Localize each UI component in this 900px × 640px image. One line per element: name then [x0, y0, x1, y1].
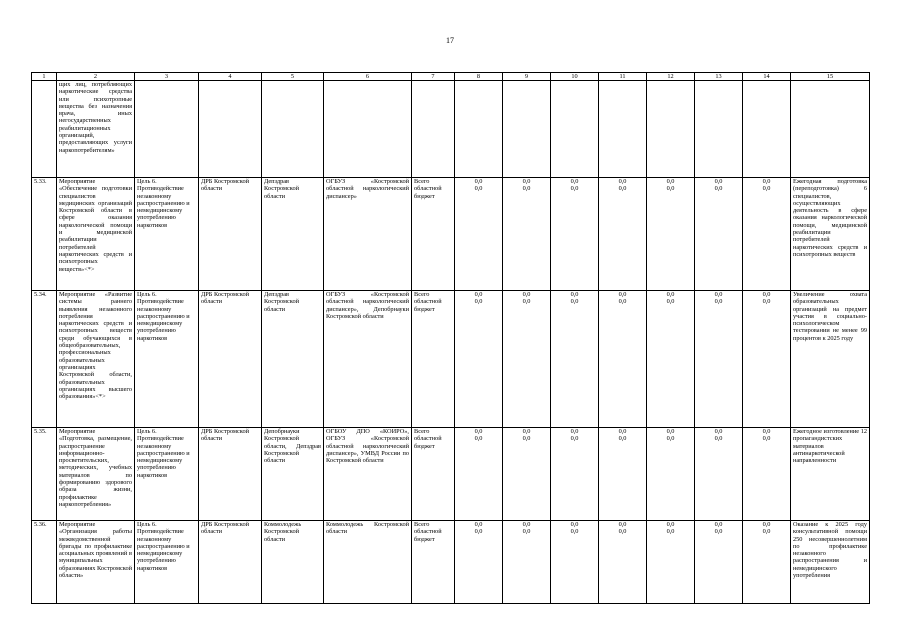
funding-amount-cell: 0,0 0,0: [551, 428, 599, 521]
responsible-executor-cell: Депздрав Костромской области: [262, 178, 324, 291]
page-number: 17: [446, 36, 454, 45]
funding-amount-cell: [503, 81, 551, 178]
column-number: 11: [599, 73, 647, 81]
column-number: 6: [324, 73, 412, 81]
goal-cell: Цель 6. Противодействие незаконному распространению и немедицинскому употреблению наркотиков: [135, 178, 199, 291]
funding-amount-cell: 0,0 0,0: [551, 521, 599, 604]
funding-amount-cell: 0,0 0,0: [695, 521, 743, 604]
participant-cell: Коммолодежь Костромской области: [324, 521, 412, 604]
table-row: [32, 178, 870, 291]
expected-result-cell: Увеличение охвата образовательных организаций на предмет участия в социально-психологическом тестировании не менее 99 процентов к 2025 году: [791, 291, 870, 428]
goal-cell: Цель 6. Противодействие незаконному распространению и немедицинскому употреблению наркотиков: [135, 291, 199, 428]
funding-amount-cell: 0,0 0,0: [503, 521, 551, 604]
column-number: 7: [412, 73, 455, 81]
column-number: 12: [647, 73, 695, 81]
funding-amount-cell: [647, 81, 695, 178]
measure-name-cell: Мероприятие «Обеспечение подготовки специалистов медицинских организаций Костромской области в сфере оказания наркологической помощи и медицинской реабилитации потребителей наркотических средств и психотропных веществ»<*>: [57, 178, 135, 291]
expected-result-cell: [791, 81, 870, 178]
column-number: 13: [695, 73, 743, 81]
funding-amount-cell: 0,0 0,0: [695, 291, 743, 428]
funding-source-cell: Всего областной бюджет: [412, 291, 455, 428]
column-number-row: [32, 73, 870, 81]
funding-amount-cell: 0,0 0,0: [647, 178, 695, 291]
participant-cell: ОГБУЗ «Костромской областной наркологический диспансер», Депобрнауки Костромской области: [324, 291, 412, 428]
expected-result-cell: Ежегодное изготовление 12 пропагандистских материалов антинаркотической направленности: [791, 428, 870, 521]
measure-name-cell: щих лиц, потребляющих наркотические средства или психотропные вещества без назначения врача, иных негосударственных реабилитационных организаций, предоставляющих услуги наркопотребителям»: [57, 81, 135, 178]
funding-amount-cell: 0,0 0,0: [599, 428, 647, 521]
funding-amount-cell: [455, 81, 503, 178]
funding-amount-cell: 0,0 0,0: [599, 291, 647, 428]
coordinator-cell: ДРБ Костромской области: [199, 178, 262, 291]
funding-amount-cell: 0,0 0,0: [599, 521, 647, 604]
measure-name-cell: Мероприятие «Подготовка, размещение, распространение информационно-просветительских, методических, учебных материалов по формированию здорового образа жизни, профилактике наркопотребления»: [57, 428, 135, 521]
funding-amount-cell: 0,0 0,0: [743, 291, 791, 428]
funding-source-cell: Всего областной бюджет: [412, 428, 455, 521]
responsible-executor-cell: Депздрав Костромской области: [262, 291, 324, 428]
funding-amount-cell: 0,0 0,0: [647, 291, 695, 428]
funding-source-cell: Всего областной бюджет: [412, 178, 455, 291]
funding-amount-cell: 0,0 0,0: [743, 428, 791, 521]
row-number: [32, 81, 57, 178]
column-number: 15: [791, 73, 870, 81]
funding-amount-cell: 0,0 0,0: [503, 428, 551, 521]
coordinator-cell: ДРБ Костромской области: [199, 521, 262, 604]
funding-amount-cell: 0,0 0,0: [743, 521, 791, 604]
row-number: 5.36.: [32, 521, 57, 604]
funding-amount-cell: [551, 81, 599, 178]
funding-amount-cell: 0,0 0,0: [647, 521, 695, 604]
column-number: 3: [135, 73, 199, 81]
goal-cell: [135, 81, 199, 178]
column-number: 8: [455, 73, 503, 81]
column-number: 5: [262, 73, 324, 81]
row-number: 5.34.: [32, 291, 57, 428]
coordinator-cell: ДРБ Костромской области: [199, 428, 262, 521]
funding-amount-cell: 0,0 0,0: [743, 178, 791, 291]
funding-amount-cell: 0,0 0,0: [695, 178, 743, 291]
funding-amount-cell: 0,0 0,0: [503, 291, 551, 428]
row-number: 5.33.: [32, 178, 57, 291]
goal-cell: Цель 6. Противодействие незаконному распространению и немедицинскому употреблению наркотиков: [135, 428, 199, 521]
measure-name-cell: Мероприятие «Развитие системы раннего выявления незаконного потребления наркотических средств и психотропных веществ среди обучающихся в общеобразовательных, профессиональных образовательных организациях Костромской области, образовательных организациях высшего образования»<*>: [57, 291, 135, 428]
funding-amount-cell: 0,0 0,0: [503, 178, 551, 291]
table-row: [32, 81, 870, 178]
funding-amount-cell: [695, 81, 743, 178]
participant-cell: [324, 81, 412, 178]
table-row: [32, 428, 870, 521]
responsible-executor-cell: Депобрнауки Костромской области, Депздрав Костромской области: [262, 428, 324, 521]
participant-cell: ОГБОУ ДПО «КОИРО», ОГБУЗ «Костромской областной наркологический диспансер», УМВД России по Костромской области: [324, 428, 412, 521]
column-number: 4: [199, 73, 262, 81]
funding-amount-cell: [743, 81, 791, 178]
funding-source-cell: Всего областной бюджет: [412, 521, 455, 604]
program-measures-table: [31, 72, 870, 604]
funding-amount-cell: 0,0 0,0: [455, 178, 503, 291]
responsible-executor-cell: [262, 81, 324, 178]
column-number: 14: [743, 73, 791, 81]
goal-cell: Цель 6. Противодействие незаконному распространению и немедицинскому употреблению наркотиков: [135, 521, 199, 604]
funding-amount-cell: 0,0 0,0: [695, 428, 743, 521]
coordinator-cell: ДРБ Костромской области: [199, 291, 262, 428]
funding-amount-cell: 0,0 0,0: [455, 521, 503, 604]
participant-cell: ОГБУЗ «Костромской областной наркологический диспансер»: [324, 178, 412, 291]
funding-amount-cell: 0,0 0,0: [647, 428, 695, 521]
funding-amount-cell: 0,0 0,0: [551, 291, 599, 428]
funding-amount-cell: [599, 81, 647, 178]
table-row: [32, 291, 870, 428]
responsible-executor-cell: Коммолодежь Костромской области: [262, 521, 324, 604]
funding-amount-cell: 0,0 0,0: [551, 178, 599, 291]
measure-name-cell: Мероприятие «Организация работы межведомственной бригады по профилактике асоциальных проявлений в муниципальных образованиях Костромской области»: [57, 521, 135, 604]
funding-amount-cell: 0,0 0,0: [455, 428, 503, 521]
expected-result-cell: Оказание к 2025 году консультативной помощи 250 несовершеннолетним по профилактике незаконного распространения и немедицинского употребления: [791, 521, 870, 604]
funding-amount-cell: 0,0 0,0: [455, 291, 503, 428]
table-row: [32, 521, 870, 604]
column-number: 10: [551, 73, 599, 81]
row-number: 5.35.: [32, 428, 57, 521]
column-number: 9: [503, 73, 551, 81]
coordinator-cell: [199, 81, 262, 178]
funding-amount-cell: 0,0 0,0: [599, 178, 647, 291]
column-number: 1: [32, 73, 57, 81]
column-number: 2: [57, 73, 135, 81]
funding-source-cell: [412, 81, 455, 178]
expected-result-cell: Ежегодная подготовка (переподготовка) 6 специалистов, осуществляющих деятельность в сфере оказания наркологической помощи, медицинской реабилитации потребителей наркотических средств и психотропных веществ: [791, 178, 870, 291]
